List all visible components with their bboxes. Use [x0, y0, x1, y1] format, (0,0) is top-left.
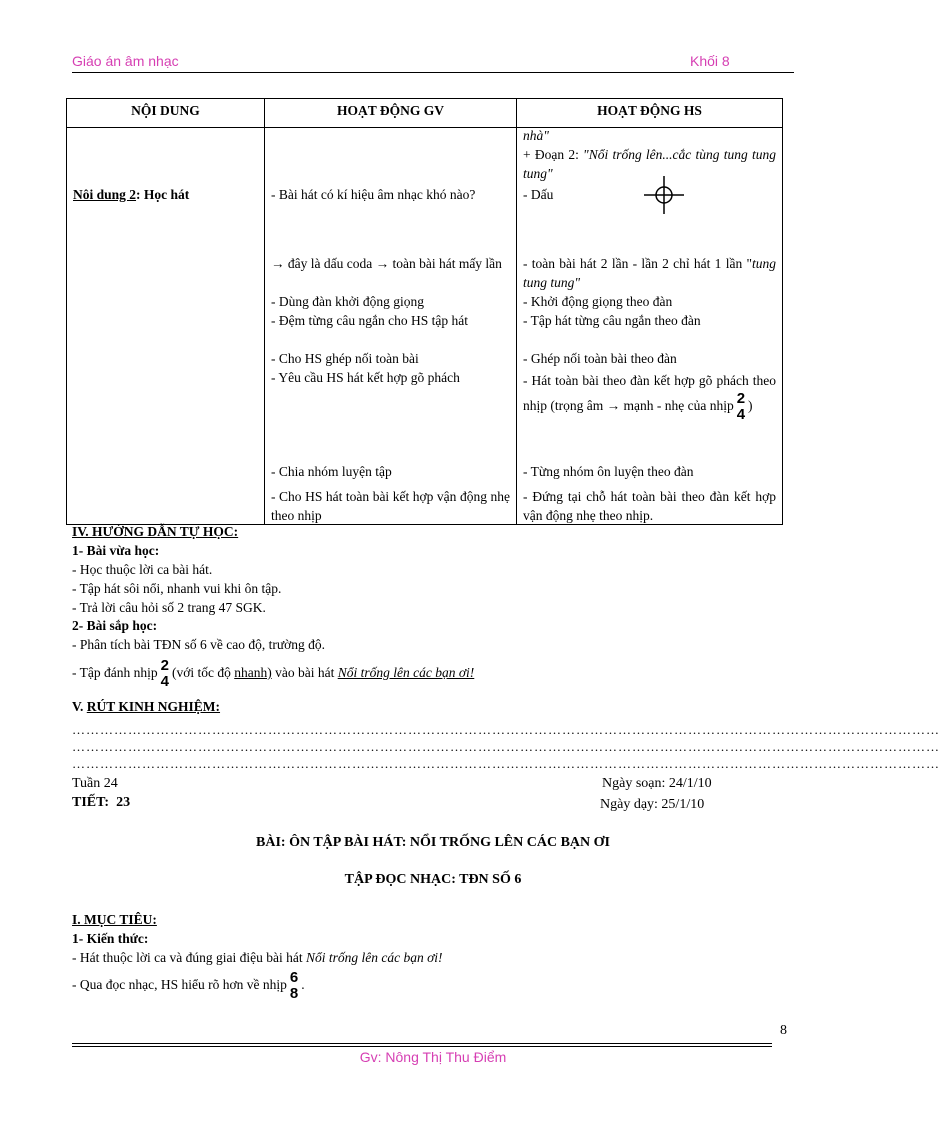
hs-item-text: - Hát toàn bài theo đàn kết hợp gõ phách theo nhịp (trọng âm → mạnh - nhẹ của nhịp	[523, 373, 776, 414]
col-header-gv: HOẠT ĐỘNG GV	[265, 99, 517, 128]
lesson-label: TIẾT:	[72, 795, 110, 810]
content-column	[67, 128, 264, 524]
section-5-prefix: V.	[72, 699, 87, 714]
section-4-sub-2: 2- Bài sắp học:	[72, 618, 158, 633]
hs-item: - Tập hát từng câu ngắn theo đàn	[523, 313, 701, 328]
hs-item: - Từng nhóm ôn luyện theo đàn	[523, 464, 694, 479]
footer-rule	[72, 1046, 772, 1047]
line-text: (với tốc độ	[171, 665, 235, 680]
header-left: Giáo án âm nhạc	[72, 53, 179, 69]
lesson-num: 23	[116, 795, 131, 810]
frac-numerator: 6	[289, 968, 299, 986]
line-text: .	[301, 977, 305, 992]
teach-date: Ngày dạy: 25/1/10	[600, 797, 705, 812]
hs-item: - Ghép nối toàn bài theo đàn	[523, 351, 677, 366]
gv-item: - Cho HS ghép nối toàn bài	[271, 351, 419, 366]
hs-item-prefix: + Đoạn 2:	[523, 147, 584, 162]
frac-denominator: 4	[160, 672, 169, 690]
section-1-sub: 1- Kiến thức:	[72, 931, 149, 946]
song-title: Nổi trống lên các bạn ơi!	[305, 950, 443, 965]
section-1-line	[72, 948, 443, 967]
table-header-row	[67, 99, 783, 128]
section-4-line: - Học thuộc lời ca bài hát.	[72, 562, 213, 577]
line-text: - Tập đánh nhịp	[72, 665, 158, 680]
section-1-title: I. MỤC TIÊU:	[72, 912, 157, 927]
hs-item: - Dấu	[523, 187, 554, 202]
hs-item: - Đứng tại chỗ hát toàn bài theo đàn kết hợp vận động nhẹ theo nhịp.	[523, 489, 776, 523]
section-5-label: RÚT KINH NGHIỆM:	[86, 699, 221, 714]
gv-item: - Cho HS hát toàn bài kết hợp vận động nhẹ theo nhịp	[271, 489, 510, 523]
frac-numerator: 2	[736, 390, 746, 407]
col-header-content: NỘI DUNG	[67, 99, 265, 128]
gv-item: - Đệm từng câu ngắn cho HS tập hát	[271, 313, 469, 328]
section-4-line: - Phân tích bài TĐN số 6 về cao độ, trường độ.	[72, 637, 326, 652]
content-item	[73, 185, 258, 204]
content-label: Nôi dung 2	[73, 187, 137, 202]
footer-rule	[72, 1043, 772, 1044]
line-text: vào bài hát	[271, 665, 338, 680]
hs-item: nhà"	[523, 128, 549, 143]
gv-column	[265, 128, 516, 524]
gv-item: - Dùng đàn khởi động giọng	[271, 294, 425, 309]
section-4-line: - Trả lời câu hỏi số 2 trang 47 SGK.	[72, 600, 266, 615]
line-text: - Hát thuộc lời ca và đúng giai điệu bài hát	[72, 950, 306, 965]
frac-denominator: 8	[289, 984, 299, 1002]
lesson-title: BÀI: ÔN TẬP BÀI HÁT: NỔI TRỐNG LÊN CÁC BẠN ƠI	[256, 835, 610, 850]
prep-date: Ngày soạn: 24/1/10	[602, 776, 712, 791]
header-right: Khối 8	[690, 53, 730, 69]
lesson-table	[66, 98, 783, 525]
line-text: - Qua đọc nhạc, HS hiểu rõ hơn về nhịp	[72, 977, 287, 992]
gv-item: - Chia nhóm luyện tập	[271, 464, 392, 479]
dotted-line: ……………………………………………………………………………………………………………………………………………………………………	[72, 722, 940, 737]
footer-author: Gv: Nông Thị Thu Điểm	[359, 1049, 507, 1065]
hs-item: - Khởi động giọng theo đàn	[523, 294, 673, 309]
page-number: 8	[780, 1023, 787, 1038]
dotted-line: ……………………………………………………………………………………………………………………………………………………………………	[72, 739, 940, 754]
week: Tuần 24	[72, 776, 118, 791]
time-signature-6-8	[290, 970, 298, 1002]
gv-item: - Bài hát có kí hiệu âm nhạc khó nào?	[271, 187, 476, 202]
section-1-line	[72, 968, 305, 1002]
content-label-rest: : Học hát	[136, 187, 190, 202]
lesson-number	[72, 793, 130, 812]
section-4-title: IV. HƯỚNG DẪN TỰ HỌC:	[72, 524, 239, 539]
table-row	[67, 128, 783, 525]
gv-item: → đây là dấu coda → toàn bài hát mấy lần	[271, 256, 502, 271]
section-5-title	[72, 697, 220, 716]
lesson-subtitle: TẬP ĐỌC NHẠC: TĐN SỐ 6	[344, 872, 522, 887]
coda-icon	[639, 174, 689, 216]
hs-item	[523, 254, 776, 292]
line-text-tempo: nhanh)	[234, 665, 272, 680]
time-signature-2-4	[737, 391, 745, 423]
hs-item-song-part: "Nổi trống lên...cắc tùng tung tung tung"	[523, 147, 776, 181]
time-signature-2-4	[161, 658, 169, 690]
hs-item	[523, 370, 776, 423]
section-4-sub-1: 1- Bài vừa học:	[72, 543, 160, 558]
col-header-hs: HOẠT ĐỘNG HS	[517, 99, 783, 128]
frac-denominator: 4	[736, 406, 746, 423]
hs-item-text: - toàn bài hát 2 lần - lần 2 chỉ hát 1 lần "	[523, 256, 752, 271]
header-rule	[72, 72, 794, 73]
section-4-line: - Tập hát sôi nổi, nhanh vui khi ôn tập.	[72, 581, 282, 596]
section-4-line	[72, 656, 474, 690]
hs-item-lyric: tung tung tung"	[523, 256, 776, 290]
gv-item: - Yêu cầu HS hát kết hợp gõ phách	[271, 370, 460, 385]
frac-numerator: 2	[160, 656, 169, 674]
hs-item-close: )	[748, 398, 753, 414]
hs-column	[517, 128, 782, 524]
song-title: Nổi trống lên các bạn ơi!	[337, 665, 475, 680]
dotted-line: ……………………………………………………………………………………………………………………………………………………………………	[72, 756, 940, 771]
